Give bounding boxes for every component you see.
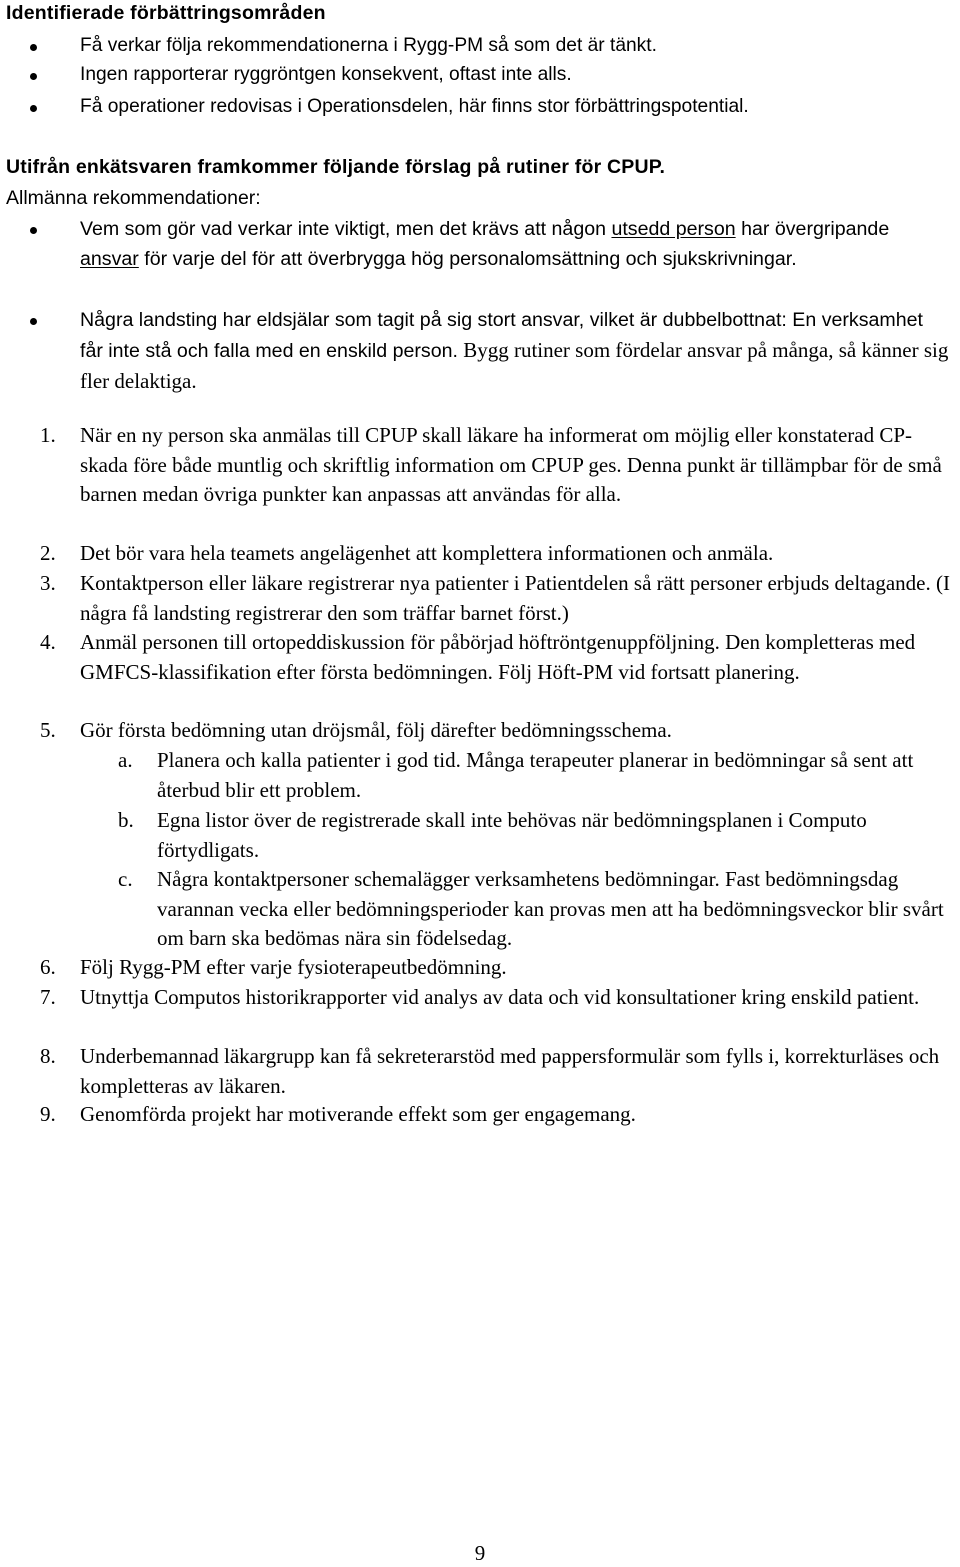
step-text: Genomförda projekt har motiverande effekt som ger engagemang. xyxy=(80,1102,636,1126)
substep-letter: c. xyxy=(118,867,133,891)
step-number: 6. xyxy=(40,955,56,979)
recommendation-text: har övergripande xyxy=(735,218,890,240)
step-number: 1. xyxy=(40,423,56,447)
step-text: Kontaktperson eller läkare registrerar nya patienter i Patientdelen så rätt personer erbjuds deltagande. (I några få landsting registrerar den som träffar barnet först.) xyxy=(80,571,950,625)
underlined-term: ansvar xyxy=(80,248,139,270)
substep-text: Planera och kalla patienter i god tid. Många terapeuter planerar in bedömningar så sent att återbud blir ett problem. xyxy=(157,748,914,802)
recommendation-item xyxy=(80,214,950,274)
improvement-item: Ingen rapporterar ryggröntgen konsekvent, oftast inte alls. xyxy=(80,60,950,90)
step-number: 8. xyxy=(40,1044,56,1068)
step-text: Utnyttja Computos historikrapporter vid analys av data och vid konsultationer kring enskild patient. xyxy=(80,985,920,1009)
substep-text: Egna listor över de registrerade skall inte behövas när bedömningsplanen i Computo förtydligats. xyxy=(157,808,867,862)
recommendation-text: Några landsting har eldsjälar som tagit på sig stort ansvar, vilket är dubbelbottnat: En verksamhet får inte stå och falla med en enskild person. xyxy=(80,309,923,362)
step-number: 2. xyxy=(40,541,56,565)
routines-heading: Utifrån enkätsvaren framkommer följande förslag på rutiner för CPUP. xyxy=(6,156,666,178)
substep-letter: a. xyxy=(118,748,133,772)
step-text: Gör första bedömning utan dröjsmål, följ därefter bedömningsschema. xyxy=(80,718,672,742)
improvement-item: Få verkar följa rekommendationerna i Rygg-PM så som det är tänkt. xyxy=(80,31,950,61)
step-text: Underbemannad läkargrupp kan få sekreterarstöd med pappersformulär som fylls i, korrekturläses och kompletteras av läkaren. xyxy=(80,1044,940,1098)
substep-text: Några kontaktpersoner schemalägger verksamhetens bedömningar. Fast bedömningsdag varannan vecka eller bedömningsperioder kan provas men att ha bedömningsveckor blir svårt om barn ska bedömas nära sin födelsedag. xyxy=(157,867,944,951)
step-text: Anmäl personen till ortopeddiskussion för påbörjad höftröntgenuppföljning. Den kompletteras med GMFCS-klassifikation efter första bedömningen. Följ Höft-PM vid fortsatt planering. xyxy=(80,630,916,684)
step-text: Följ Rygg-PM efter varje fysioterapeutbedömning. xyxy=(80,955,507,979)
step-text: Det bör vara hela teamets angelägenhet att komplettera informationen och anmäla. xyxy=(80,541,774,565)
step-number: 5. xyxy=(40,718,56,742)
step-number: 7. xyxy=(40,985,56,1009)
recommendation-text: för varje del för att överbrygga hög personalomsättning och sjukskrivningar. xyxy=(138,248,797,270)
step-number: 9. xyxy=(40,1102,56,1126)
recommendation-text: Bygg rutiner som fördelar ansvar på många, så känner sig fler delaktiga. xyxy=(80,338,949,393)
underlined-term: utsedd person xyxy=(611,218,736,240)
substep-letter: b. xyxy=(118,808,134,832)
step-number: 3. xyxy=(40,571,56,595)
step-number: 4. xyxy=(40,630,56,654)
recommendation-item xyxy=(80,305,950,397)
general-recommendations-label: Allmänna rekommendationer: xyxy=(6,187,261,209)
recommendation-text: Vem som gör vad verkar inte viktigt, men det krävs att någon xyxy=(80,218,612,240)
step-text: När en ny person ska anmälas till CPUP skall läkare ha informerat om möjlig eller konstaterad CP-skada före både muntlig och skriftlig information om CPUP ges. Denna punkt är tillämpbar för de små barnen medan övriga punkter kan anpassas att användas för alla. xyxy=(80,423,942,507)
improvement-item: Få operationer redovisas i Operationsdelen, här finns stor förbättringspotential. xyxy=(80,92,950,122)
section-heading: Identifierade förbättringsområden xyxy=(6,2,326,24)
page-number: 9 xyxy=(474,1541,486,1565)
